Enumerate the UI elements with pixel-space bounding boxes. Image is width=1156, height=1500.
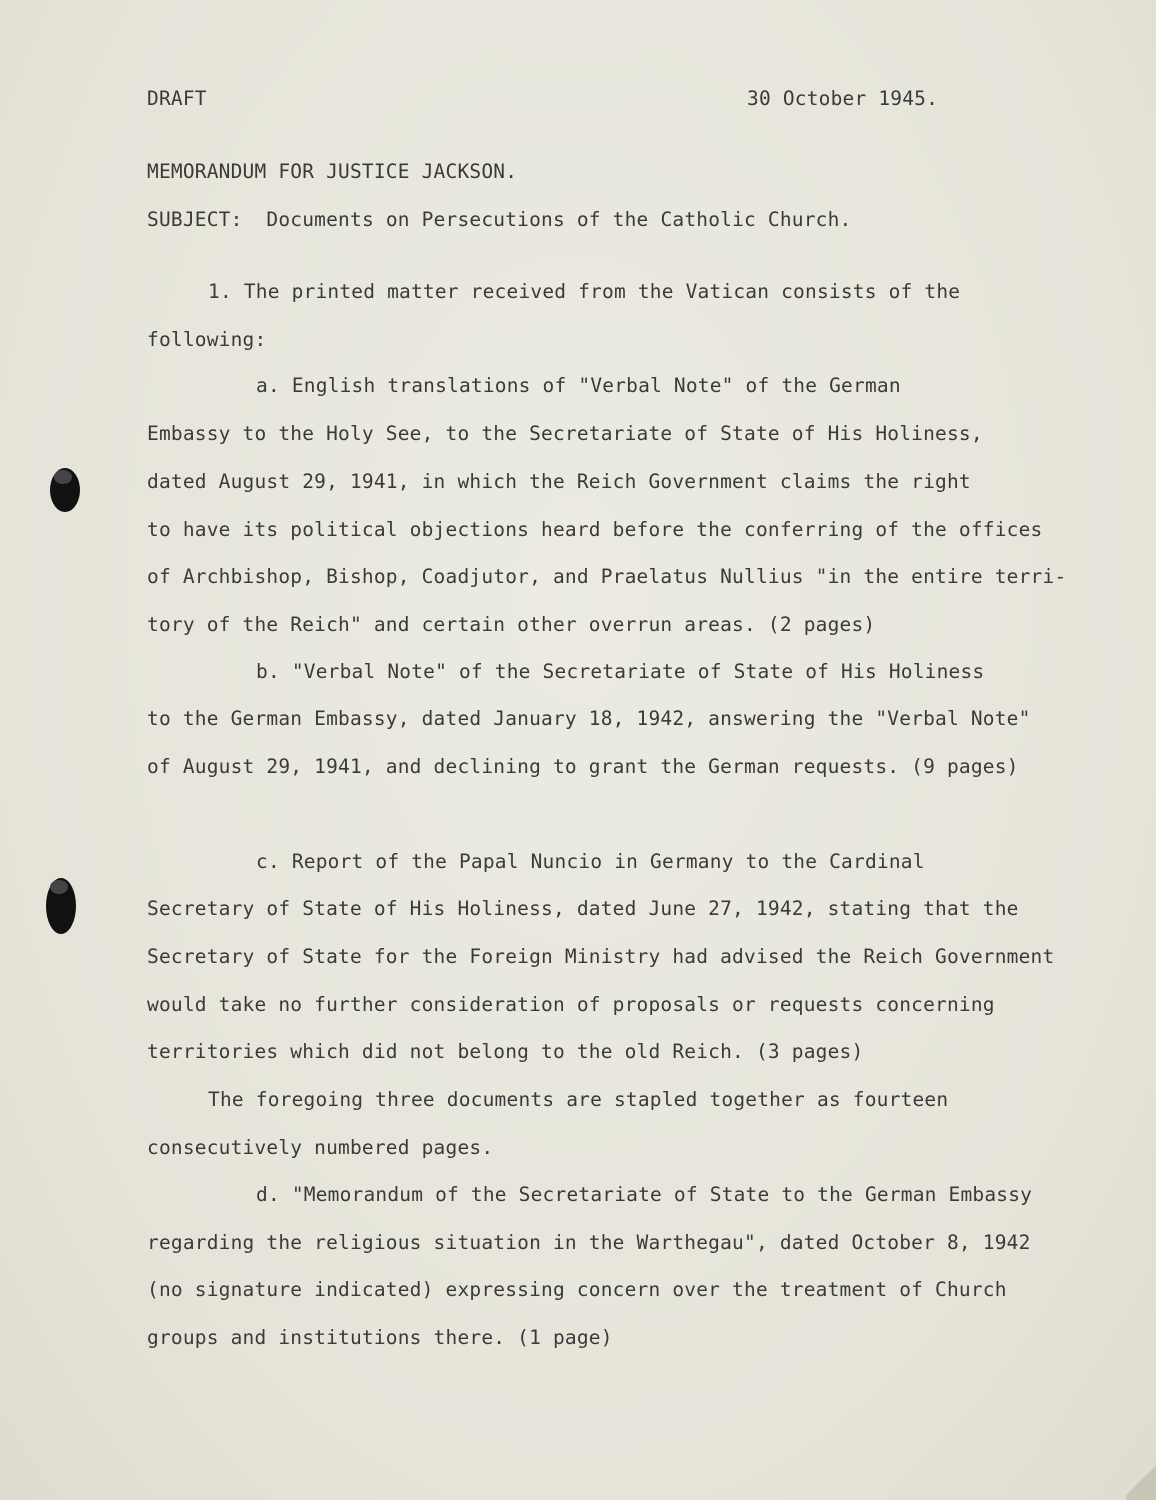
item-d-line: regarding the religious situation in the Warthegau", dated October 8, 1942 bbox=[147, 1231, 1031, 1254]
draft-label: DRAFT bbox=[147, 87, 207, 110]
item-c-line: c. Report of the Papal Nuncio in Germany to the Cardinal bbox=[256, 850, 925, 873]
item-a-line: tory of the Reich" and certain other overrun areas. (2 pages) bbox=[147, 613, 876, 636]
item-d-line: (no signature indicated) expressing concern over the treatment of Church bbox=[147, 1278, 1007, 1301]
item-c-line: territories which did not belong to the old Reich. (3 pages) bbox=[147, 1040, 864, 1063]
memo-recipient: MEMORANDUM FOR JUSTICE JACKSON. bbox=[147, 160, 518, 183]
item-c-line: Secretary of State of His Holiness, dated June 27, 1942, stating that the bbox=[147, 897, 1019, 920]
punch-hole-bottom bbox=[46, 878, 76, 934]
item-b-line: to the German Embassy, dated January 18, 1942, answering the "Verbal Note" bbox=[147, 707, 1031, 730]
foregoing-line: The foregoing three documents are stapled together as fourteen bbox=[208, 1088, 949, 1111]
item-a-line: a. English translations of "Verbal Note" of the German bbox=[256, 374, 901, 397]
item-c-line: Secretary of State for the Foreign Ministry had advised the Reich Government bbox=[147, 945, 1055, 968]
item-b-line: of August 29, 1941, and declining to grant the German requests. (9 pages) bbox=[147, 755, 1019, 778]
item-a-line: Embassy to the Holy See, to the Secretariate of State of His Holiness, bbox=[147, 422, 983, 445]
folded-corner bbox=[1126, 1460, 1156, 1500]
item-b-line: b. "Verbal Note" of the Secretariate of State of His Holiness bbox=[256, 660, 985, 683]
item-d-line: groups and institutions there. (1 page) bbox=[147, 1326, 613, 1349]
paragraph-1-line: following: bbox=[147, 328, 267, 351]
item-d-line: d. "Memorandum of the Secretariate of State to the German Embassy bbox=[256, 1183, 1033, 1206]
memo-subject bbox=[147, 210, 851, 230]
paragraph-1-line: 1. The printed matter received from the Vatican consists of the bbox=[208, 280, 961, 303]
subject-label: SUBJECT: bbox=[147, 208, 243, 231]
item-a-line: of Archbishop, Bishop, Coadjutor, and Praelatus Nullius "in the entire terri- bbox=[147, 565, 1067, 588]
item-a-line: dated August 29, 1941, in which the Reich Government claims the right bbox=[147, 470, 971, 493]
foregoing-line: consecutively numbered pages. bbox=[147, 1136, 494, 1159]
subject-text: Documents on Persecutions of the Catholic Church. bbox=[266, 208, 852, 231]
item-a-line: to have its political objections heard before the conferring of the offices bbox=[147, 518, 1043, 541]
document-date: 30 October 1945. bbox=[747, 87, 939, 110]
punch-hole-top bbox=[50, 468, 80, 512]
item-c-line: would take no further consideration of proposals or requests concerning bbox=[147, 993, 995, 1016]
